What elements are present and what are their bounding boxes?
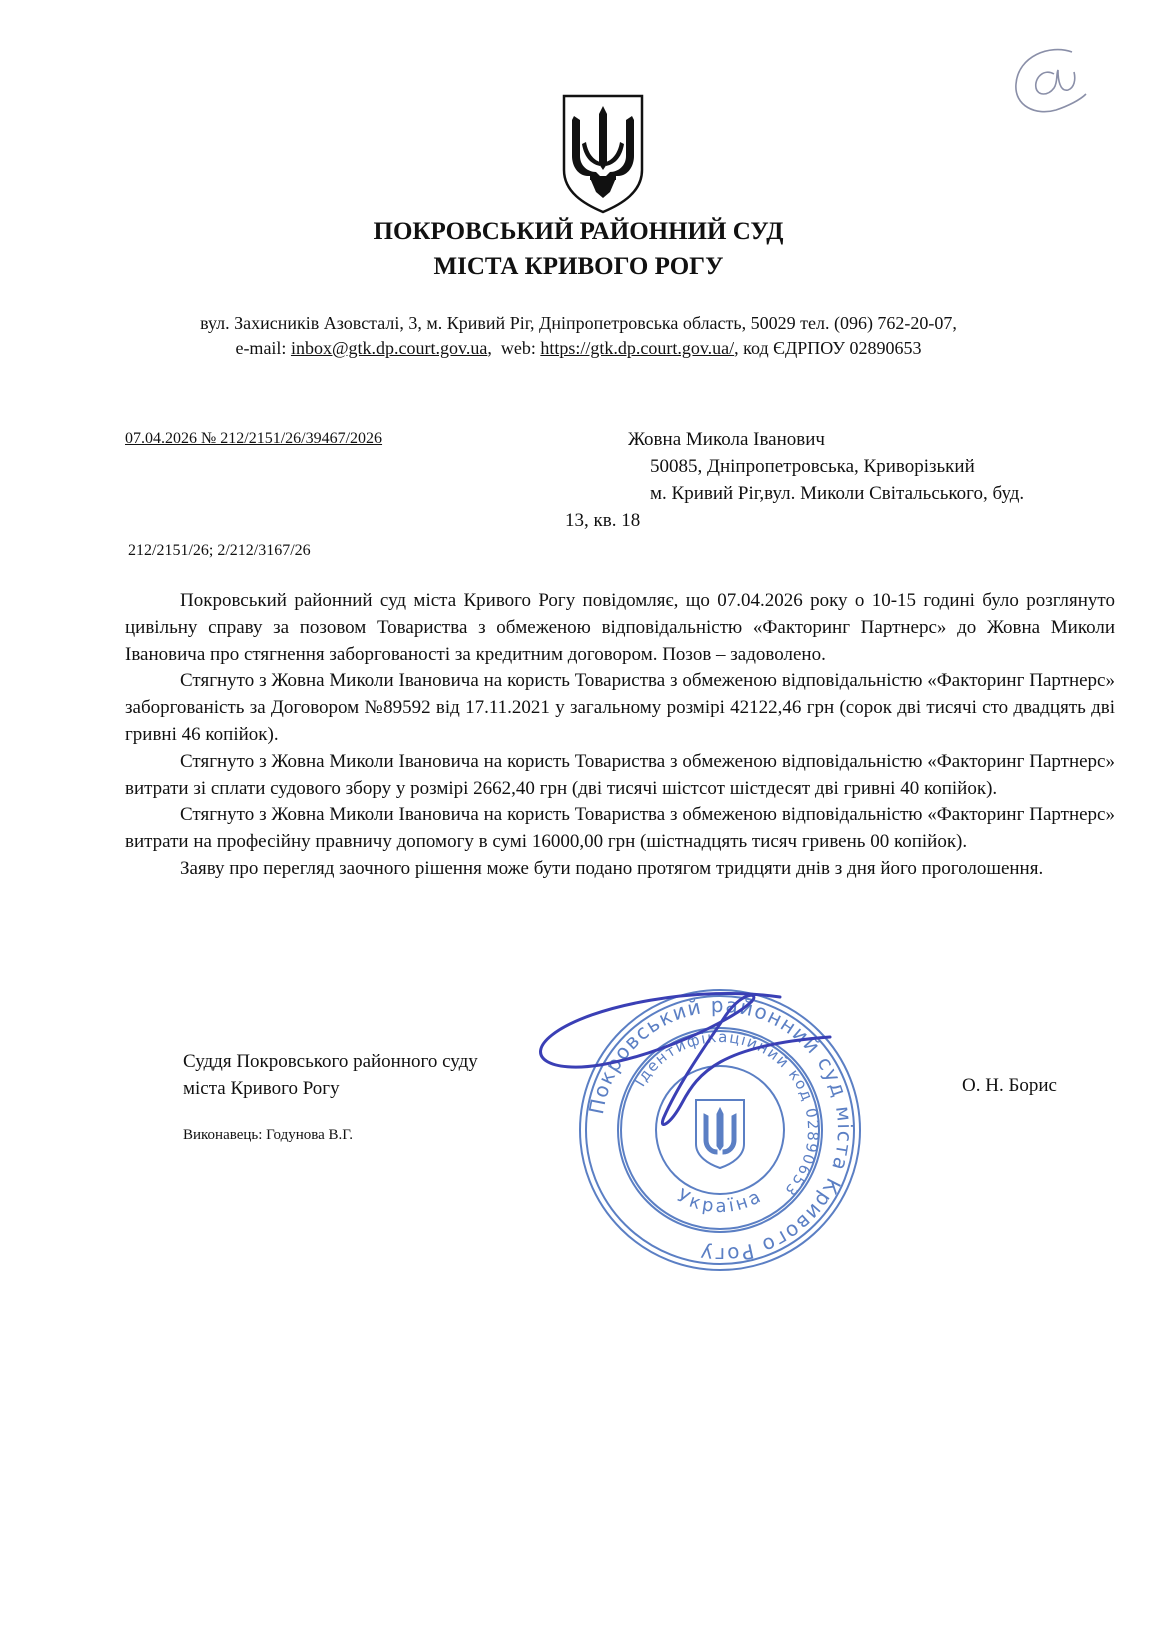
edrpou-code: , код ЄДРПОУ 02890653 bbox=[734, 338, 922, 358]
recipient-address-line3: 13, кв. 18 bbox=[565, 510, 641, 531]
case-numbers: 212/2151/26; 2/212/3167/26 bbox=[128, 542, 311, 559]
recipient-address-line2: м. Кривий Ріг,вул. Миколи Світальського, буд. bbox=[650, 483, 1025, 504]
letter-body bbox=[125, 588, 1115, 883]
corner-handwritten-mark bbox=[1010, 44, 1090, 120]
email-link[interactable]: inbox@gtk.dp.court.gov.ua bbox=[290, 338, 488, 358]
body-paragraph-2: Стягнуто з Жовна Миколи Івановича на користь Товариства з обмеженою відповідальністю «Факторинг Партнерс» заборгованість за Договором №89592 від 17.11.2021 у загальному розмірі 42122,46 грн (сорок дві тисячі сто двадцять дві гривні 46 копійок). bbox=[125, 670, 1115, 745]
judge-position-line1: Суддя Покровського районного суду bbox=[183, 1051, 478, 1072]
trident-coat-of-arms-icon bbox=[560, 92, 646, 214]
stamp-bottom-text: Україна bbox=[673, 1185, 767, 1218]
judge-position-line2: міста Кривого Рогу bbox=[183, 1078, 340, 1099]
svg-text:Україна bbox=[673, 1185, 766, 1217]
web-label: web: bbox=[500, 338, 536, 358]
judge-signature bbox=[530, 985, 840, 1135]
executor-name: Виконавець: Годунова В.Г. bbox=[183, 1127, 354, 1143]
judge-name: О. Н. Борис bbox=[962, 1075, 1057, 1096]
outgoing-reference: 07.04.2026 № 212/2151/26/39467/2026 bbox=[125, 430, 383, 447]
body-paragraph-3: Стягнуто з Жовна Миколи Івановича на користь Товариства з обмеженою відповідальністю «Факторинг Партнерс» витрати зі сплати судового збору у розмірі 2662,40 грн (дві тисячі шістсот шістдесят дві гривні 40 копійок). bbox=[125, 750, 1115, 799]
recipient-address-line1: 50085, Дніпропетровська, Криворізький bbox=[650, 456, 975, 477]
body-paragraph-5: Заяву про перегляд заочного рішення може бути подано протягом тридцяти днів з дня його проголошення. bbox=[180, 857, 1044, 879]
court-contacts: e-mail: inbox@gtk.dp.court.gov.ua, web: https://gtk.dp.court.gov.ua/, код ЄДРПОУ 02890653 bbox=[235, 338, 922, 358]
body-paragraph-1: Покровський районний суд міста Кривого Рогу повідомляє, що 07.04.2026 року о 10-15 годині було розглянуто цивільну справу за позовом Товариства з обмеженою відповідальністю «Факторинг Партнерс» до Жовна Миколи Івановича про стягнення заборгованості за кредитним договором. Позов – задоволено. bbox=[125, 590, 1115, 665]
stamp-outer-text: Покровський районний суд міста Кривого Рогу bbox=[583, 992, 858, 1268]
web-link[interactable]: https://gtk.dp.court.gov.ua/ bbox=[540, 338, 735, 358]
court-name-line2: МІСТА КРИВОГО РОГУ bbox=[433, 253, 724, 280]
email-label: e-mail: bbox=[235, 338, 287, 358]
court-name-line1: ПОКРОВСЬКИЙ РАЙОННИЙ СУД bbox=[373, 218, 784, 245]
court-address: вул. Захисників Азовсталі, 3, м. Кривий Ріг, Дніпропетровська область, 50029 тел. (096) 762-20-07, bbox=[200, 313, 957, 333]
recipient-name: Жовна Микола Іванович bbox=[628, 429, 825, 450]
stamp-inner-text: Ідентифікаційний код 02890653 bbox=[630, 1027, 823, 1201]
body-paragraph-4: Стягнуто з Жовна Миколи Івановича на користь Товариства з обмеженою відповідальністю «Факторинг Партнерс» витрати на професійну правничу допомогу в сумі 16000,00 грн (шістнадцять тисяч гривень 00 копійок). bbox=[125, 804, 1115, 853]
judge-position bbox=[183, 1048, 478, 1102]
